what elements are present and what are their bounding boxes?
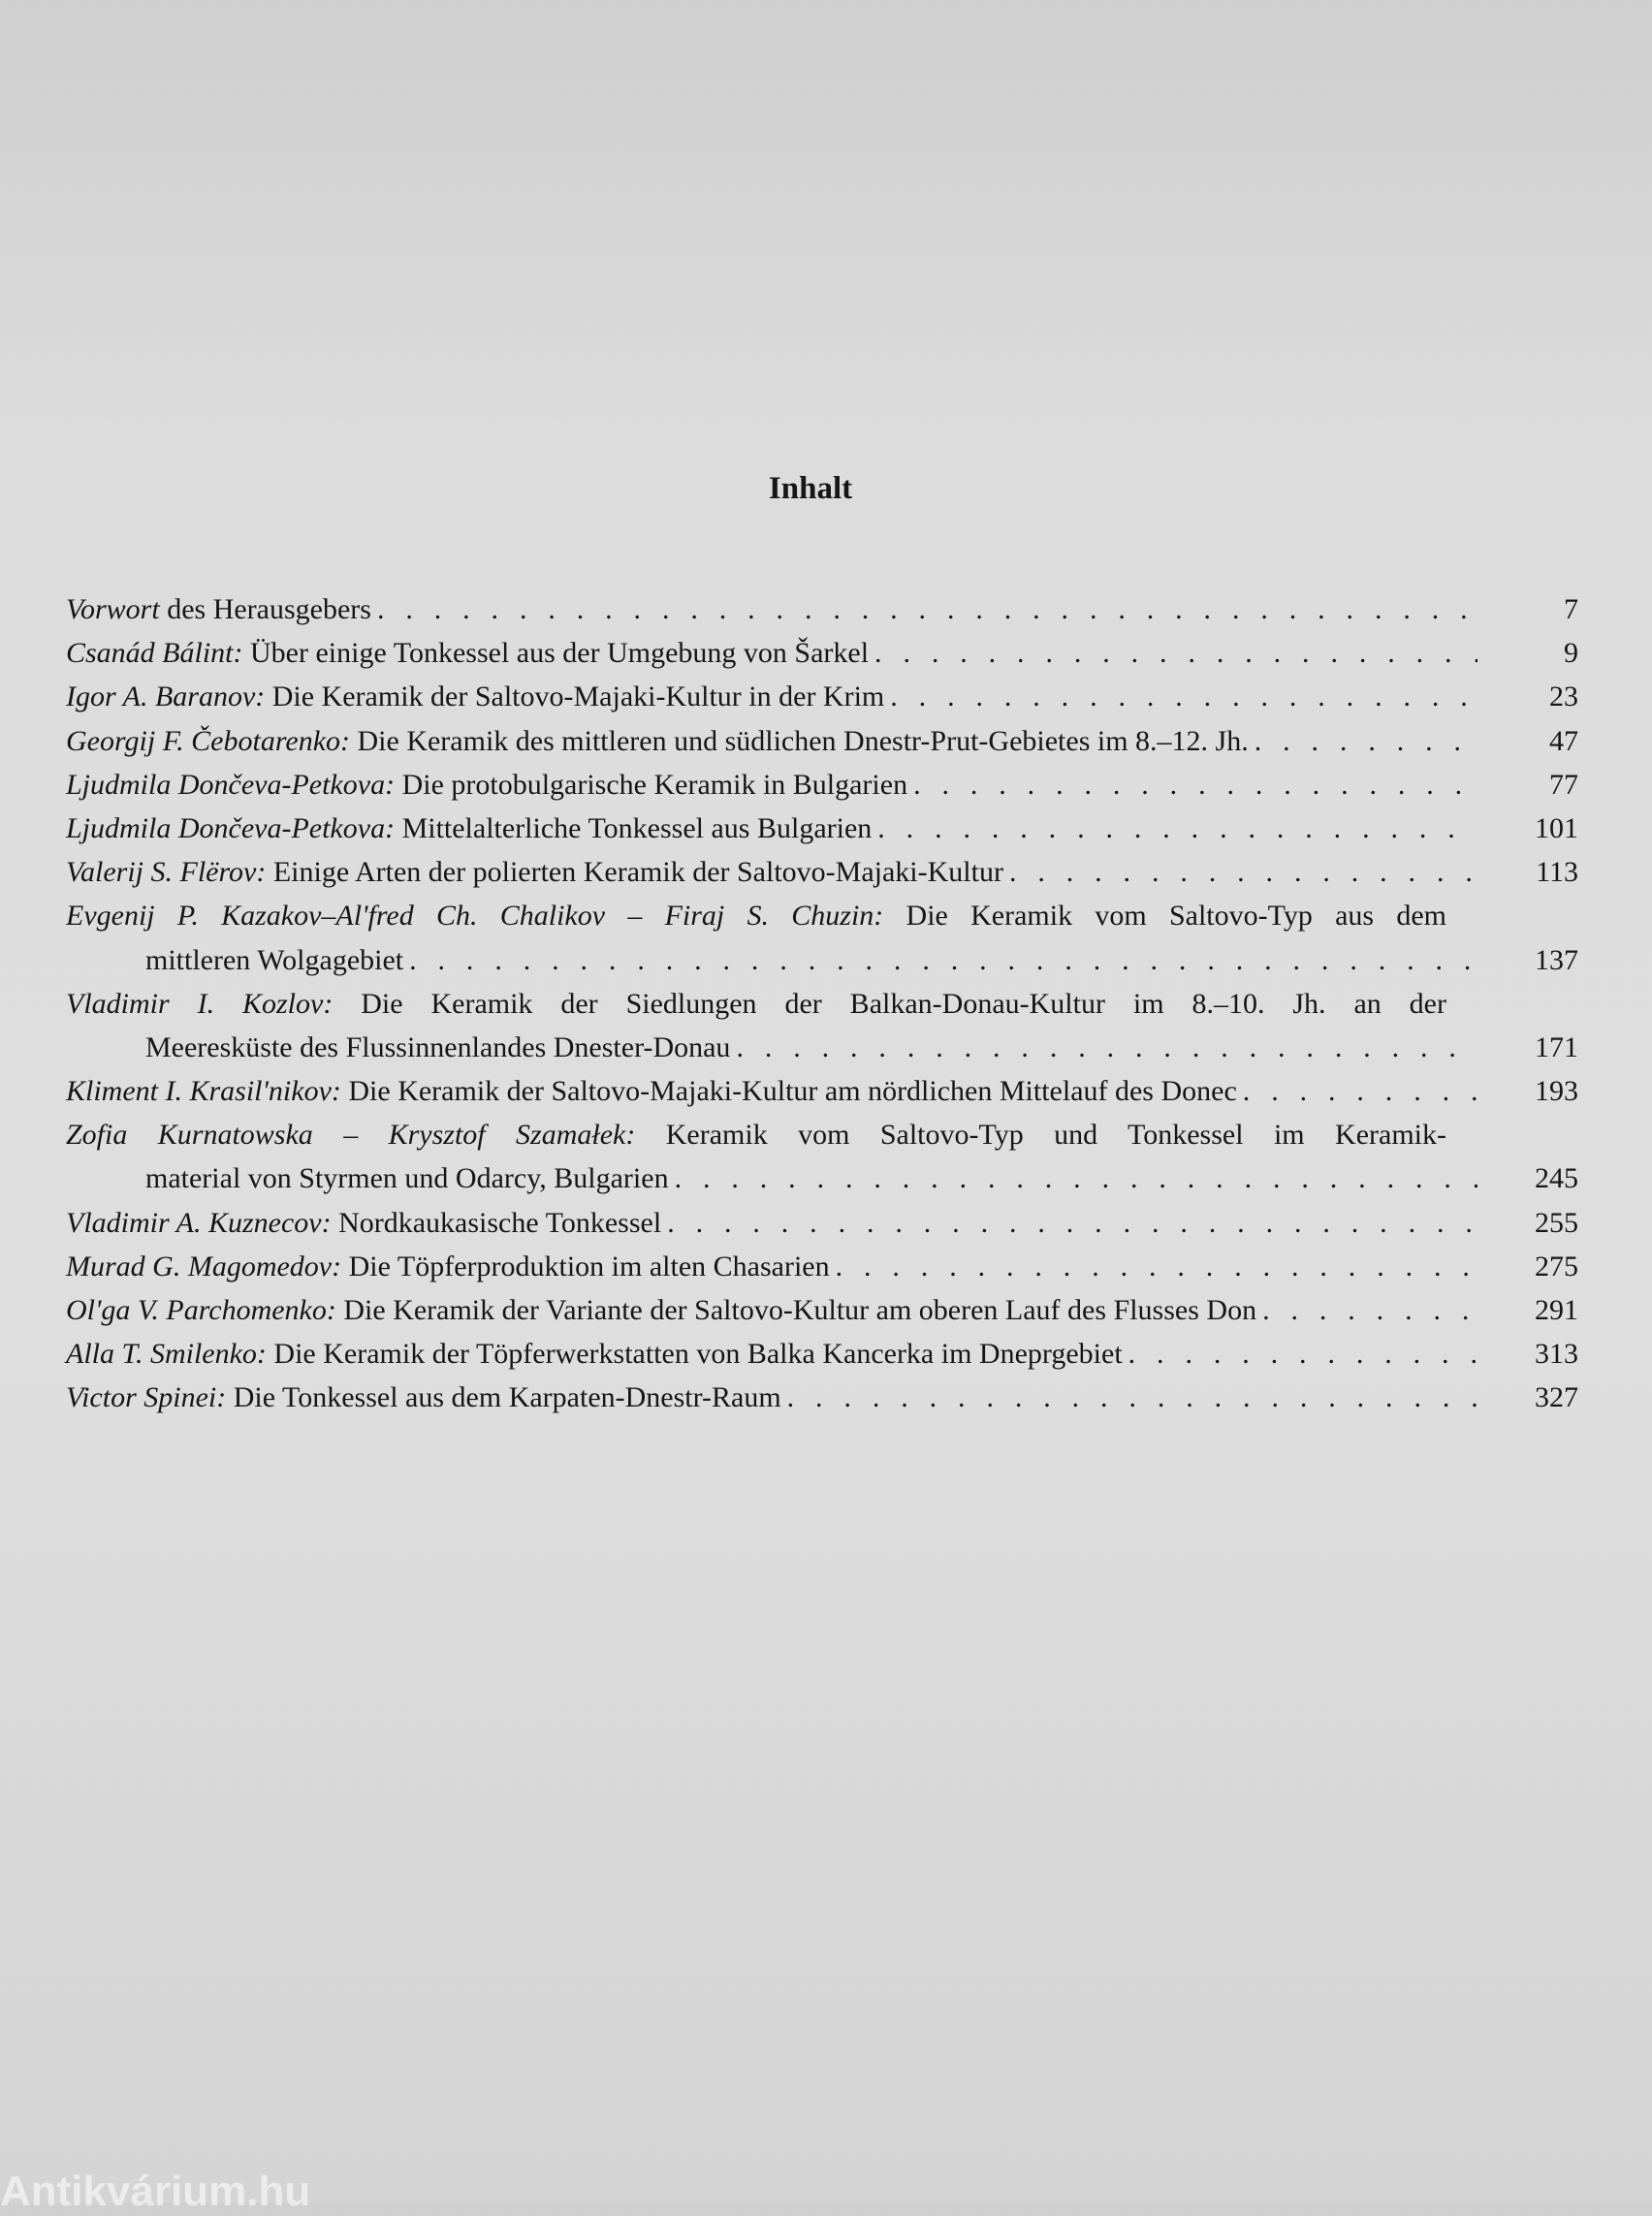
entry-title: Die Keramik vom Saltovo-Typ aus dem	[883, 900, 1446, 933]
entry-author: Ljudmila Dončeva-Petkova:	[66, 811, 396, 844]
entry-text	[66, 1338, 1123, 1371]
entry-title: Die protobulgarische Keramik in Bulgarien	[395, 768, 908, 801]
toc-entry[interactable]	[66, 1338, 1578, 1381]
page-number: 23	[1549, 681, 1578, 713]
page-number: 101	[1535, 811, 1578, 844]
toc-entry[interactable]	[66, 637, 1578, 681]
entry-text	[66, 1381, 781, 1414]
entry-title: Nordkaukasische Tonkessel	[331, 1206, 662, 1239]
toc-entry[interactable]	[66, 900, 1578, 943]
entry-title: Die Tonkessel aus dem Karpaten-Dnestr-Raum	[226, 1381, 781, 1414]
entry-text	[66, 900, 1446, 934]
entry-author: Murad G. Magomedov:	[66, 1250, 342, 1282]
dot-leader	[913, 769, 1477, 802]
dot-leader	[787, 1381, 1477, 1414]
entry-title-continuation: mittleren Wolgagebiet	[145, 943, 404, 976]
entry-author: Alla T. Smilenko:	[66, 1338, 267, 1371]
entry-title: des Herausgebers	[159, 593, 371, 625]
entry-author: Igor A. Baranov:	[66, 681, 266, 713]
page-number: 245	[1535, 1162, 1578, 1195]
entry-author: Csanád Bálint:	[66, 637, 243, 670]
entry-title: Einige Arten der polierten Keramik der Saltovo-Majaki-Kultur	[266, 856, 1003, 889]
watermark: Antikvárium.hu	[0, 2168, 311, 2215]
dot-leader	[1128, 1338, 1477, 1371]
page-number: 137	[1535, 943, 1578, 976]
toc-entry[interactable]	[66, 1294, 1578, 1338]
entry-author: Vladimir A. Kuznecov:	[66, 1206, 332, 1239]
toc-entry[interactable]	[66, 593, 1578, 637]
dot-leader	[409, 944, 1477, 977]
page-number: 113	[1536, 856, 1578, 889]
entry-text	[66, 1250, 830, 1283]
toc-entry[interactable]	[66, 769, 1578, 812]
entry-title: Über einige Tonkessel aus der Umgebung von Šarkel	[242, 637, 870, 670]
entry-text	[66, 856, 1003, 889]
entry-text	[66, 988, 1446, 1023]
page-number: 9	[1564, 637, 1578, 670]
entry-author: Evgenij P. Kazakov–Al'fred Ch. Chalikov – Firaj S. Chuzin:	[66, 900, 884, 933]
page-number: 291	[1535, 1294, 1578, 1326]
entry-title: Die Töpferproduktion im alten Chasarien	[341, 1250, 830, 1282]
page-number: 47	[1549, 724, 1578, 757]
toc-entry-continuation[interactable]	[66, 1162, 1578, 1206]
entry-text	[66, 681, 884, 713]
entry-author: Vladimir I. Kozlov:	[66, 987, 334, 1020]
page-number: 7	[1564, 593, 1578, 625]
entry-title: Die Keramik der Töpferwerkstatten von Balka Kancerka im Dneprgebiet	[266, 1338, 1123, 1371]
entry-text	[66, 812, 872, 845]
toc-entry[interactable]	[66, 1075, 1578, 1119]
entry-title: Die Keramik der Variante der Saltovo-Kultur am oberen Lauf des Flusses Don	[335, 1294, 1257, 1326]
entry-author: Valerij S. Flërov:	[66, 856, 267, 889]
entry-text	[66, 769, 907, 802]
entry-author: Zofia Kurnatowska – Krysztof Szamałek:	[66, 1119, 636, 1152]
toc-entry[interactable]	[66, 1250, 1578, 1294]
entry-text	[66, 1207, 661, 1240]
toc-entry[interactable]	[66, 856, 1578, 900]
entry-title-continuation: material von Styrmen und Odarcy, Bulgarien	[145, 1162, 669, 1195]
dot-leader	[836, 1250, 1477, 1283]
entry-author: Kliment I. Krasil'nikov:	[66, 1075, 341, 1108]
page-number: 193	[1535, 1075, 1578, 1108]
dot-leader	[1255, 725, 1477, 758]
entry-author: Georgij F. Čebotarenko:	[66, 724, 351, 757]
toc-heading: Inhalt	[768, 471, 853, 506]
toc-entry[interactable]	[66, 725, 1578, 769]
entry-text	[66, 1119, 1446, 1154]
toc-entry-continuation[interactable]	[66, 944, 1578, 988]
page-number: 77	[1549, 768, 1578, 801]
entry-title: Die Keramik des mittleren und südlichen Dnestr-Prut-Gebietes im 8.–12. Jh.	[350, 724, 1249, 757]
entry-title-continuation: Meeresküste des Flussinnenlandes Dnester-Donau	[145, 1030, 731, 1063]
entry-text	[66, 637, 869, 670]
entry-author: Vorwort	[66, 593, 160, 625]
entry-title: Keramik vom Saltovo-Typ und Tonkessel im Keramik-	[635, 1119, 1446, 1152]
toc-entry[interactable]	[66, 1207, 1578, 1250]
entry-title: Mittelalterliche Tonkessel aus Bulgarien	[395, 811, 873, 844]
entry-title: Die Keramik der Siedlungen der Balkan-Donau-Kultur im 8.–10. Jh. an der	[333, 987, 1446, 1020]
toc-entry[interactable]	[66, 988, 1578, 1031]
dot-leader	[1243, 1075, 1477, 1108]
entry-author: Ol'ga V. Parchomenko:	[66, 1294, 336, 1326]
dot-leader	[890, 681, 1477, 713]
dot-leader	[736, 1031, 1477, 1064]
dot-leader	[1009, 856, 1477, 889]
entry-author: Ljudmila Dončeva-Petkova:	[66, 768, 396, 801]
dot-leader	[1262, 1294, 1477, 1327]
toc-entry[interactable]	[66, 1119, 1578, 1162]
table-of-contents	[66, 593, 1578, 1426]
page-number: 313	[1535, 1338, 1578, 1371]
page-number: 327	[1535, 1381, 1578, 1414]
entry-title: Die Keramik der Saltovo-Majaki-Kultur in der Krim	[265, 681, 885, 713]
page-number: 255	[1535, 1206, 1578, 1239]
entry-text	[66, 1075, 1237, 1108]
entry-title: Die Keramik der Saltovo-Majaki-Kultur am nördlichen Mittelauf des Donec	[340, 1075, 1237, 1108]
toc-entry[interactable]	[66, 812, 1578, 856]
entry-author: Victor Spinei:	[66, 1381, 227, 1414]
dot-leader	[377, 593, 1477, 626]
entry-text	[66, 1294, 1256, 1327]
entry-text	[66, 725, 1249, 758]
toc-entry[interactable]	[66, 681, 1578, 724]
toc-entry-continuation[interactable]	[66, 1031, 1578, 1075]
toc-entry[interactable]	[66, 1381, 1578, 1425]
dot-leader	[667, 1207, 1477, 1240]
dot-leader	[874, 637, 1477, 670]
dot-leader	[877, 812, 1477, 845]
dot-leader	[675, 1162, 1477, 1195]
page-number: 275	[1535, 1250, 1578, 1282]
page-number: 171	[1535, 1030, 1578, 1063]
entry-text	[66, 593, 371, 626]
